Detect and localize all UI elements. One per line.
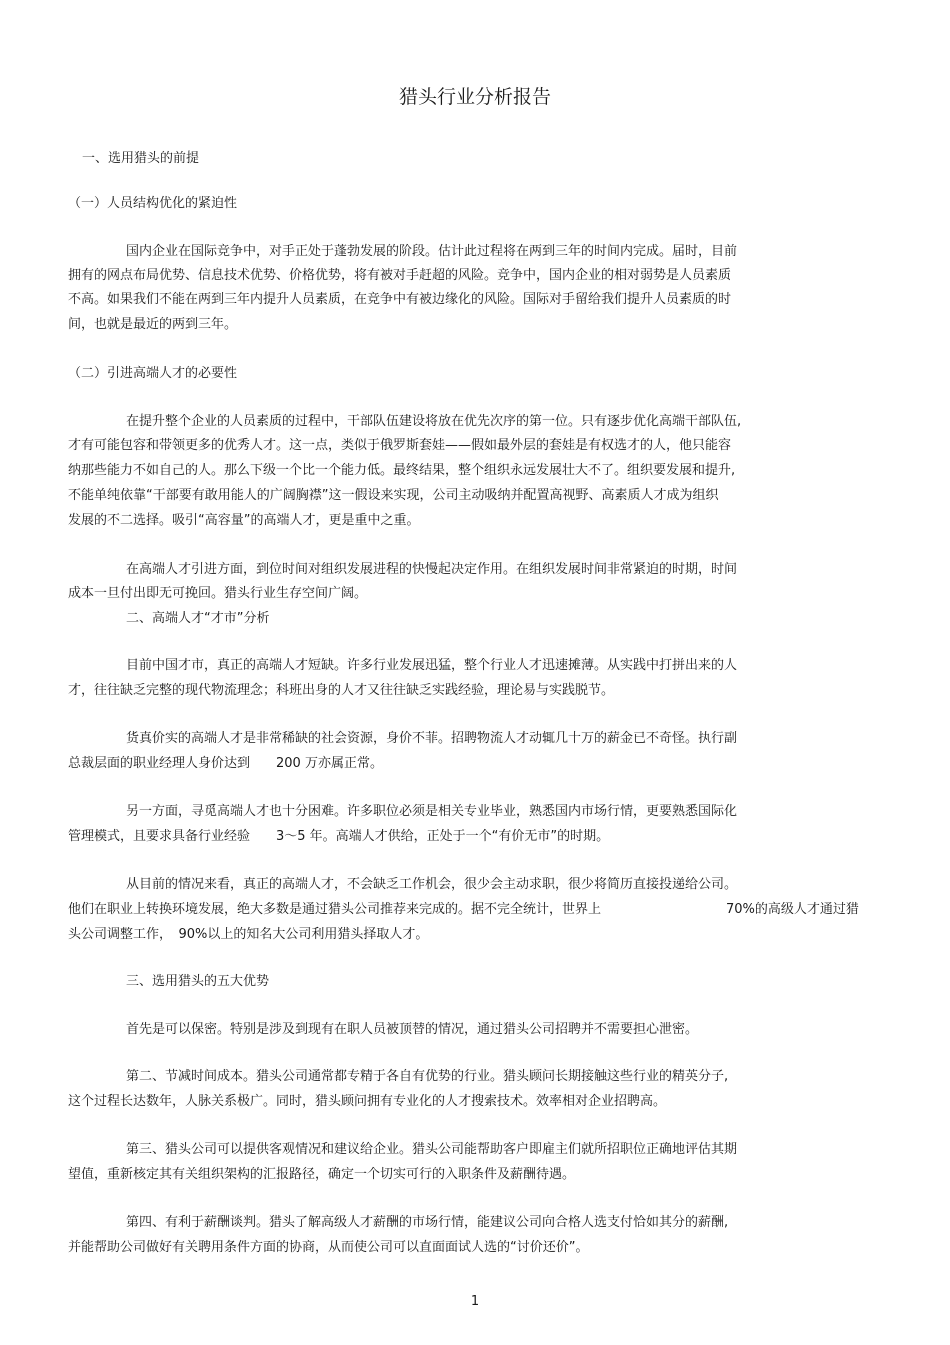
paragraph-line: 第四、有利于薪酬谈判。猎头了解高级人才薪酬的市场行情，能建议公司向合格人选支付恰如其分的薪酬, [126, 1215, 729, 1230]
paragraph-line: 在高端人才引进方面，到位时间对组织发展进程的快慢起决定作用。在组织发展时间非常紧迫的时期，时间 [126, 562, 738, 577]
paragraph-line: 望值，重新核定其有关组织架构的汇报路径，确定一个切实可行的入职条件及薪酬待遇。 [68, 1167, 576, 1182]
paragraph-line: 不高。如果我们不能在两到三年内提升人员素质，在竞争中有被边缘化的风险。国际对手留给我们提升人员素质的时 [68, 292, 732, 307]
paragraph-line: 间，也就是最近的两到三年。 [68, 317, 238, 332]
paragraph-line: 第二、节减时间成本。猎头公司通常都专精于各自有优势的行业。猎头顾问长期接触这些行业的精英分子, [126, 1069, 729, 1084]
paragraph-line: 总裁层面的职业经理人身价达到 200 万亦属正常。 [68, 756, 383, 771]
paragraph-line: 从目前的情况来看，真正的高端人才，不会缺乏工作机会，很少会主动求职，很少将简历直接投递给公司。 [126, 877, 738, 892]
paragraph-line: 不能单纯依靠“干部要有敢用能人的广阔胸襟”这一假设来实现，公司主动吸纳并配置高视野、高素质人才成为组织 [68, 488, 719, 503]
paragraph-line: 成本一旦付出即无可挽回。猎头行业生存空间广阔。 [68, 586, 368, 601]
paragraph-line: 发展的不二选择。吸引“高容量”的高端人才，更是重中之重。 [68, 513, 420, 528]
paragraph-line: 头公司调整工作， 90%以上的知名大公司利用猎头择取人才。 [68, 927, 429, 942]
section-heading: 一、选用猎头的前提 [82, 151, 200, 166]
subsection-heading: （一）人员结构优化的紧迫性 [68, 196, 238, 211]
paragraph-line: 货真价实的高端人才是非常稀缺的社会资源，身价不菲。招聘物流人才动辄几十万的薪金已不奇怪。执行副 [126, 731, 738, 746]
page-number: 1 [470, 1294, 480, 1309]
paragraph-line: 纳那些能力不如自己的人。那么下级一个比一个能力低。最终结果，整个组织永远发展壮大不了。组织要发展和提升, [68, 463, 736, 478]
paragraph-line: 这个过程长达数年，人脉关系极广。同时，猎头顾问拥有专业化的人才搜索技术。效率相对企业招聘高。 [68, 1094, 667, 1109]
subsection-heading: （二）引进高端人才的必要性 [68, 366, 238, 381]
paragraph-line: 才有可能包容和带领更多的优秀人才。这一点，类似于俄罗斯套娃——假如最外层的套娃是有权选才的人，他只能容 [68, 438, 732, 453]
paragraph-line: 首先是可以保密。特别是涉及到现有在职人员被顶替的情况，通过猎头公司招聘并不需要担心泄密。 [126, 1022, 699, 1037]
paragraph-line: 目前中国才市，真正的高端人才短缺。许多行业发展迅猛，整个行业人才迅速摊薄。从实践中打拼出来的人 [126, 658, 738, 673]
section-heading: 三、选用猎头的五大优势 [126, 974, 270, 989]
paragraph-line: 另一方面，寻觅高端人才也十分困难。许多职位必须是相关专业毕业，熟悉国内市场行情，更要熟悉国际化 [126, 804, 738, 819]
paragraph-line: 他们在职业上转换环境发展，绝大多数是通过猎头公司推荐来完成的。据不完全统计，世界上 [68, 902, 602, 917]
page-title: 猎头行业分析报告 [398, 86, 551, 108]
paragraph-line: 才，往往缺乏完整的现代物流理念；科班出身的人才又往往缺乏实践经验，理论易与实践脱节。 [68, 683, 615, 698]
paragraph-line: 拥有的网点布局优势、信息技术优势、价格优势，将有被对手赶超的风险。竞争中，国内企业的相对弱势是人员素质 [68, 268, 732, 283]
section-heading: 二、高端人才“才市”分析 [126, 611, 270, 626]
paragraph-line: 在提升整个企业的人员素质的过程中，干部队伍建设将放在优先次序的第一位。只有逐步优化高端干部队伍, [126, 414, 742, 429]
paragraph-line: 管理模式，且要求具备行业经验 3～5 年。高端人才供给，正处于一个“有价无市”的时期。 [68, 829, 610, 844]
paragraph-line: 第三、猎头公司可以提供客观情况和建议给企业。猎头公司能帮助客户即雇主们就所招职位正确地评估其期 [126, 1142, 738, 1157]
paragraph-line: 国内企业在国际竞争中，对手正处于蓬勃发展的阶段。估计此过程将在两到三年的时间内完成。届时，目前 [126, 244, 738, 259]
paragraph-line: 70%的高级人才通过猎 [726, 902, 859, 917]
paragraph-line: 并能帮助公司做好有关聘用条件方面的协商，从而使公司可以直面面试人选的“讨价还价”。 [68, 1240, 589, 1255]
